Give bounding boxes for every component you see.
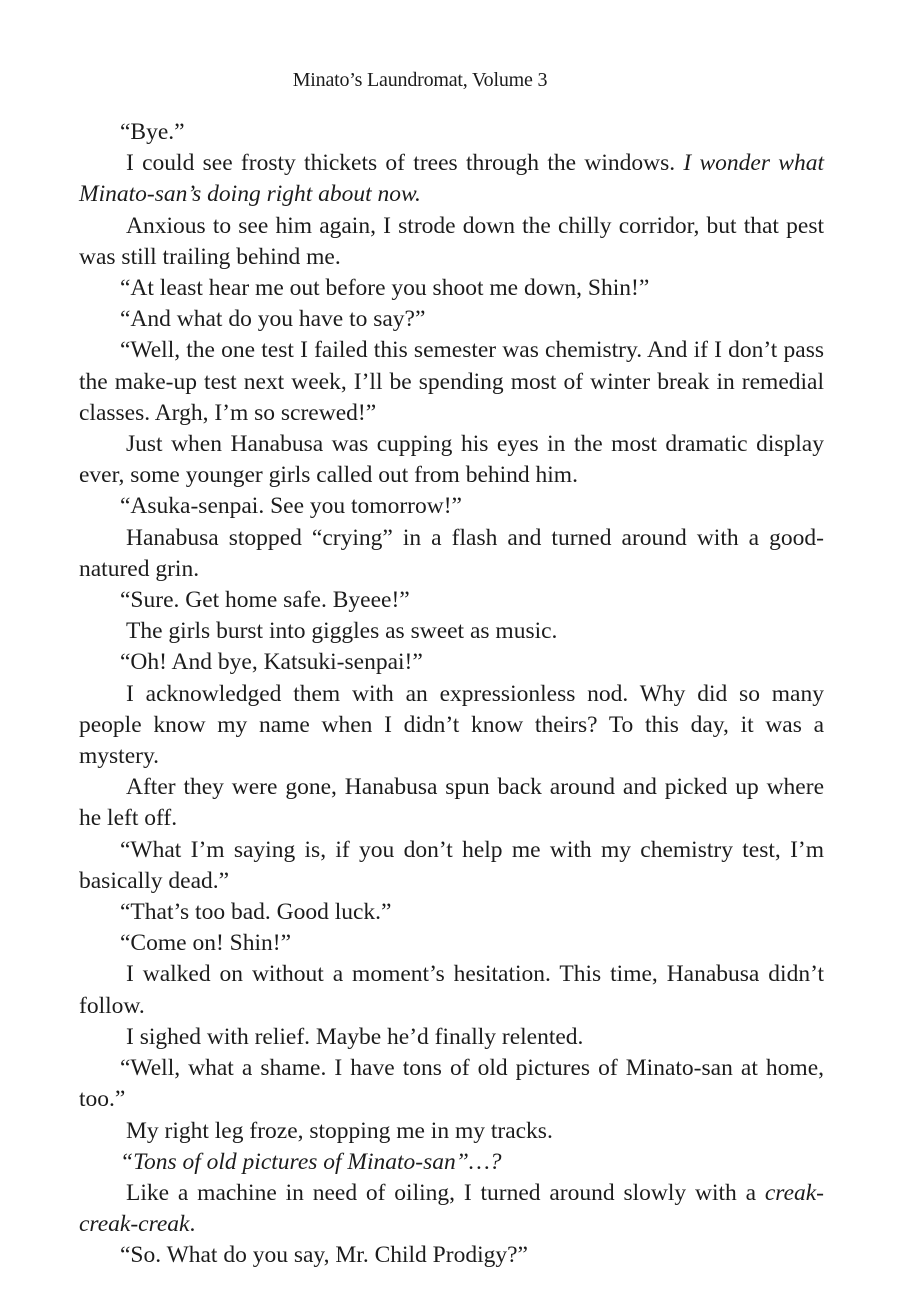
- paragraph-text: “Oh! And bye, Katsuki-senpai!”: [120, 649, 423, 676]
- italic-text: “Tons of old pictures of Minato-san”…?: [120, 1148, 502, 1175]
- paragraph: [79, 1240, 824, 1271]
- paragraph: [79, 304, 824, 335]
- paragraph-text: “Well, what a shame. I have tons of old pictures of Minato-san at home, too.”: [79, 1055, 824, 1113]
- paragraph-text: I could see frosty thickets of trees through the windows.: [126, 150, 684, 177]
- paragraph-text: “Sure. Get home safe. Byeee!”: [120, 587, 410, 614]
- paragraph-text: Hanabusa stopped “crying” in a flash and turned around with a good-natured grin.: [79, 524, 824, 582]
- paragraph: [79, 117, 824, 148]
- italic-text: creak-creak-creak: [79, 1179, 824, 1238]
- paragraph: [79, 679, 824, 773]
- paragraph: [79, 1053, 824, 1115]
- paragraph: [79, 928, 824, 959]
- paragraph-text: I walked on without a moment’s hesitation. This time, Hanabusa didn’t follow.: [79, 961, 824, 1019]
- paragraph-text: I acknowledged them with an expressionless nod. Why did so many people know my name when I didn’t know theirs? To this day, it was a mystery.: [79, 680, 824, 770]
- paragraph-text: “Well, the one test I failed this semester was chemistry. And if I don’t pass the make-up test next week, I’ll be spending most of winter break in remedial classes. Argh, I’m so screwed!”: [79, 337, 824, 426]
- paragraph-text: Like a machine in need of oiling, I turned around slowly with a: [126, 1179, 765, 1206]
- paragraph: [79, 273, 824, 304]
- paragraph-text: I sighed with relief. Maybe he’d finally relented.: [126, 1023, 584, 1050]
- paragraph-text: “So. What do you say, Mr. Child Prodigy?”: [120, 1242, 528, 1269]
- body-text: [79, 117, 824, 1272]
- paragraph: [79, 616, 824, 647]
- paragraph: [79, 148, 824, 210]
- paragraph: [79, 585, 824, 616]
- paragraph-text: “What I’m saying is, if you don’t help me with my chemistry test, I’m basically dead.”: [79, 836, 824, 894]
- paragraph: [79, 523, 824, 585]
- paragraph: [79, 959, 824, 1021]
- paragraph-text: “And what do you have to say?”: [120, 306, 426, 333]
- paragraph-text: “At least hear me out before you shoot me down, Shin!”: [120, 275, 650, 302]
- paragraph: [79, 429, 824, 491]
- paragraph-text: The girls burst into giggles as sweet as music.: [126, 618, 558, 645]
- paragraph: [79, 491, 824, 522]
- paragraph: [79, 897, 824, 928]
- paragraph: [79, 211, 824, 273]
- running-head: Minato’s Laundromat, Volume 3: [292, 69, 548, 91]
- paragraph-text: “That’s too bad. Good luck.”: [120, 899, 392, 926]
- paragraph: [79, 772, 824, 834]
- paragraph: [79, 1116, 824, 1147]
- paragraph: [79, 335, 824, 429]
- paragraph-text: Just when Hanabusa was cupping his eyes in the most dramatic display ever, some younger girls called out from behind him.: [79, 431, 824, 489]
- paragraph: [79, 647, 824, 678]
- paragraph-text: My right leg froze, stopping me in my tracks.: [126, 1117, 553, 1144]
- paragraph-text: “Asuka-senpai. See you tomorrow!”: [120, 493, 462, 520]
- paragraph-text: “Bye.”: [120, 119, 185, 145]
- paragraph-text: After they were gone, Hanabusa spun back around and picked up where he left off.: [79, 774, 824, 832]
- paragraph-text: .: [189, 1211, 196, 1238]
- paragraph: [79, 1178, 824, 1240]
- italic-text: I wonder what Minato-san’s doing right about now.: [79, 150, 825, 208]
- paragraph: [79, 1147, 824, 1178]
- paragraph-text: “Come on! Shin!”: [120, 930, 291, 957]
- paragraph: [79, 1022, 824, 1053]
- paragraph: [79, 835, 824, 897]
- paragraph-text: Anxious to see him again, I strode down the chilly corridor, but that pest was still trailing behind me.: [79, 212, 824, 270]
